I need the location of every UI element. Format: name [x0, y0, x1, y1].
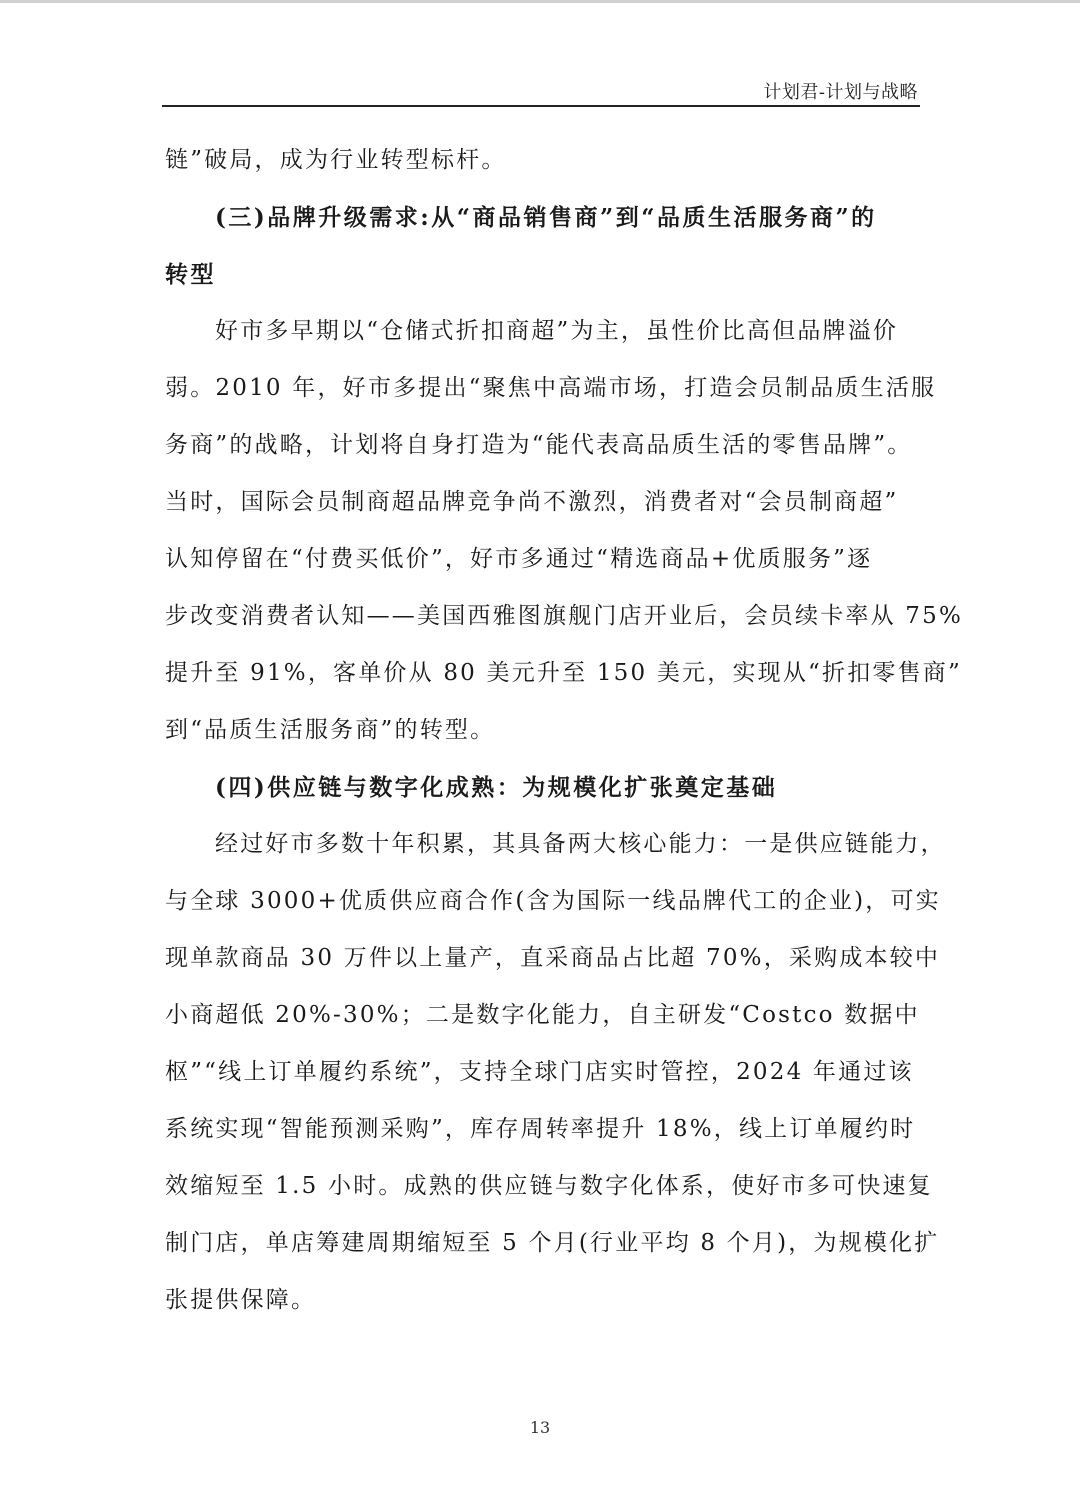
text-line: 好市多早期以“仓储式折扣商超”为主，虽性价比高但品牌溢价 [215, 318, 899, 344]
text-line: 制门店，单店筹建周期缩短至 5 个月(行业平均 8 个月)，为规模化扩 [165, 1230, 940, 1256]
text-line: 认知停留在“付费买低价”，好市多通过“精选商品+优质服务”逐 [165, 546, 873, 572]
text-line: 弱。2010 年，好市多提出“聚焦中高端市场，打造会员制品质生活服 [165, 375, 937, 401]
section-heading-3-cont: 转型 [165, 261, 216, 288]
page-number: 13 [529, 1418, 551, 1437]
text-line: 现单款商品 30 万件以上量产，直采商品占比超 70%，采购成本较中 [165, 945, 941, 971]
section-heading-3: (三)品牌升级需求:从“商品销售商”到“品质生活服务商”的 [215, 204, 877, 231]
text-line: 经过好市多数十年积累，其具备两大核心能力：一是供应链能力， [215, 831, 946, 857]
header-rule [162, 105, 920, 107]
page-header-title: 计划君-计划与战略 [763, 82, 918, 103]
body-text [165, 132, 964, 1329]
text-line: 张提供保障。 [165, 1287, 317, 1313]
text-line: 枢”“线上订单履约系统”，支持全球门店实时管控，2024 年通过该 [165, 1059, 914, 1085]
text-line: 步改变消费者认知——美国西雅图旗舰门店开业后，会员续卡率从 75% [165, 603, 964, 629]
top-border [0, 0, 1080, 3]
text-line: 系统实现“智能预测采购”，库存周转率提升 18%，线上订单履约时 [165, 1116, 916, 1142]
text-line: 链”破局，成为行业转型标杆。 [165, 147, 507, 173]
text-line: 与全球 3000+优质供应商合作(含为国际一线品牌代工的企业)，可实 [165, 888, 941, 914]
text-line: 提升至 91%，客单价从 80 美元升至 150 美元，实现从“折扣零售商” [165, 660, 962, 686]
text-line: 到“品质生活服务商”的转型。 [165, 717, 496, 743]
text-line: 当时，国际会员制商超品牌竞争尚不激烈，消费者对“会员制商超” [165, 489, 899, 515]
section-heading-4: (四)供应链与数字化成熟：为规模化扩张奠定基础 [215, 774, 778, 801]
text-line: 务商”的战略，计划将自身打造为“能代表高品质生活的零售品牌”。 [165, 432, 913, 458]
text-line: 效缩短至 1.5 小时。成熟的供应链与数字化体系，使好市多可快速复 [165, 1173, 933, 1199]
text-line: 小商超低 20%-30%；二是数字化能力，自主研发“Costco 数据中 [165, 1002, 920, 1028]
